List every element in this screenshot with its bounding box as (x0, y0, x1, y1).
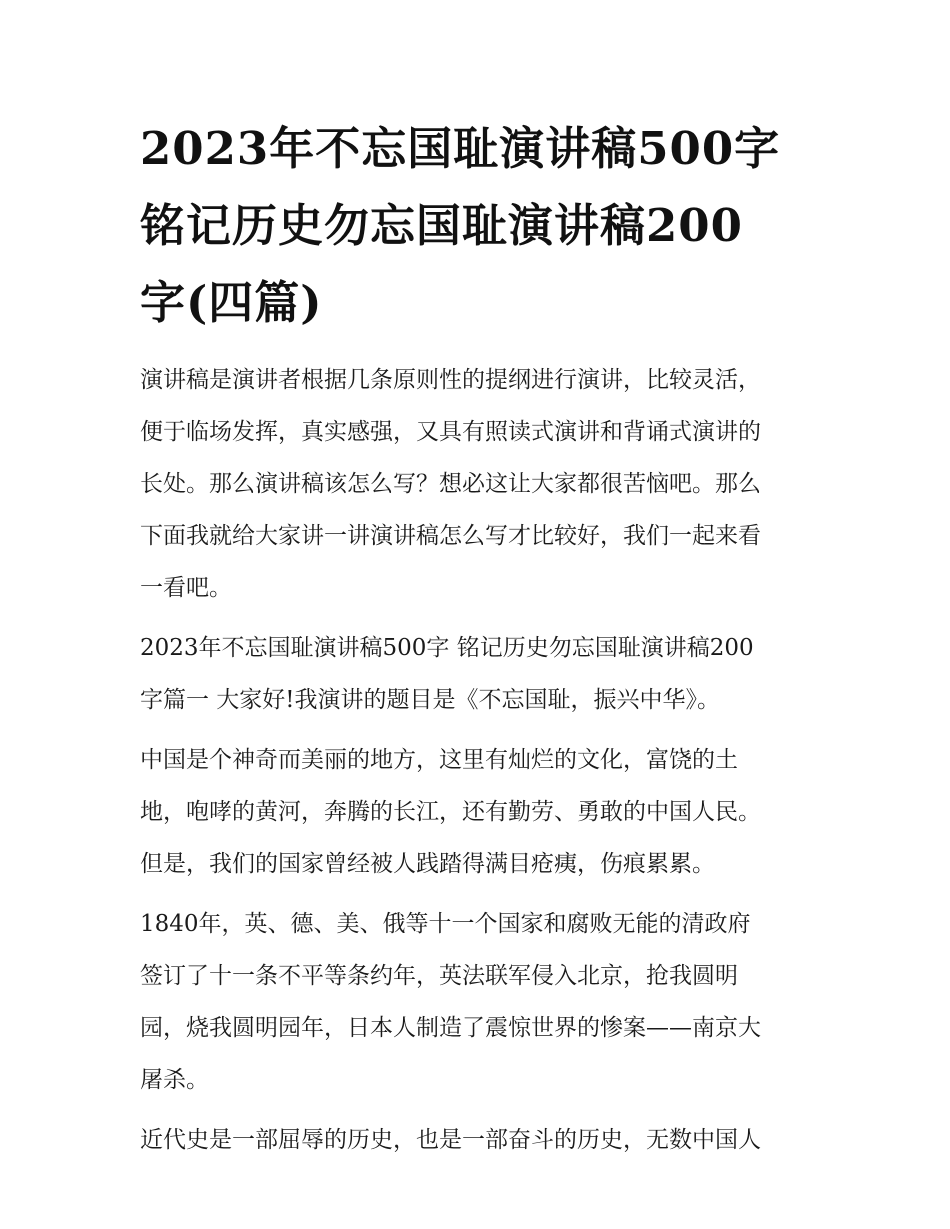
text-line: 近代史是一部屈辱的历史，也是一部奋斗的历史，无数中国人 (140, 1127, 761, 1153)
title-line: 2023年不忘国耻演讲稿500字 (140, 122, 781, 175)
text-line: 1840年，英、德、美、俄等十一个国家和腐败无能的清政府 (140, 911, 751, 937)
modern-history-paragraph (140, 1114, 820, 1166)
speech-heading-paragraph (140, 622, 820, 726)
text-line: 园，烧我圆明园年，日本人制造了震惊世界的惨案——南京大 (140, 1015, 761, 1041)
text-line: 屠杀。 (140, 1067, 209, 1093)
text-line: 但是，我们的国家曾经被人践踏得满目疮痍，伤痕累累。 (140, 851, 715, 877)
intro-paragraph (140, 354, 820, 614)
text-line: 演讲稿是演讲者根据几条原则性的提纲进行演讲，比较灵活， (140, 367, 761, 393)
text-line: 地，咆哮的黄河，奔腾的长江，还有勤劳、勇敢的中国人民。 (140, 799, 761, 825)
title-line: 字(四篇) (140, 276, 323, 329)
text-line: 2023年不忘国耻演讲稿500字 铭记历史勿忘国耻演讲稿200 (140, 635, 754, 661)
text-line: 字篇一 大家好!我演讲的题目是《不忘国耻，振兴中华》。 (140, 687, 721, 713)
history-paragraph (140, 898, 820, 1106)
text-line: 一看吧。 (140, 575, 232, 601)
document-body (140, 354, 820, 1174)
china-paragraph (140, 734, 820, 890)
text-line: 签订了十一条不平等条约年，英法联军侵入北京，抢我圆明 (140, 963, 738, 989)
text-line: 长处。那么演讲稿该怎么写？想必这让大家都很苦恼吧。那么 (140, 471, 761, 497)
text-line: 中国是个神奇而美丽的地方，这里有灿烂的文化，富饶的土 (140, 747, 738, 773)
text-line: 便于临场发挥，真实感强，又具有照读式演讲和背诵式演讲的 (140, 419, 761, 445)
title-line: 铭记历史勿忘国耻演讲稿200 (140, 199, 743, 252)
text-line: 下面我就给大家讲一讲演讲稿怎么写才比较好，我们一起来看 (140, 523, 761, 549)
document-title (140, 110, 820, 341)
